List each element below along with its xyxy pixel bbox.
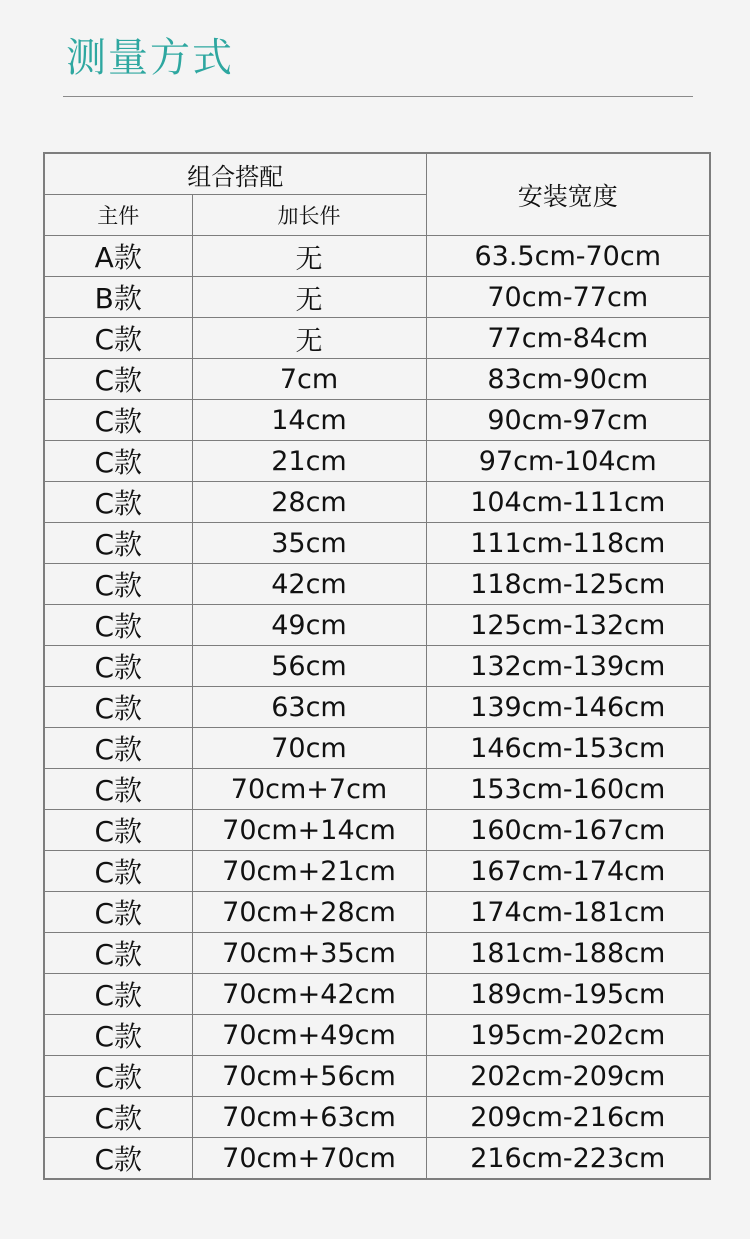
cell-main-part: C款 xyxy=(44,728,192,769)
cell-extension: 70cm+63cm xyxy=(192,1097,426,1138)
cell-install-width: 160cm-167cm xyxy=(426,810,710,851)
cell-extension: 63cm xyxy=(192,687,426,728)
cell-extension: 35cm xyxy=(192,523,426,564)
cell-install-width: 70cm-77cm xyxy=(426,277,710,318)
cell-main-part: A款 xyxy=(44,236,192,277)
table-row xyxy=(44,359,710,400)
header-extension: 加长件 xyxy=(192,195,426,236)
cell-extension: 70cm+7cm xyxy=(192,769,426,810)
table-row xyxy=(44,851,710,892)
header-install-width: 安装宽度 xyxy=(426,153,710,236)
cell-install-width: 125cm-132cm xyxy=(426,605,710,646)
cell-install-width: 174cm-181cm xyxy=(426,892,710,933)
cell-extension: 70cm+28cm xyxy=(192,892,426,933)
cell-main-part: C款 xyxy=(44,441,192,482)
cell-main-part: C款 xyxy=(44,851,192,892)
cell-extension: 无 xyxy=(192,236,426,277)
cell-extension: 70cm+35cm xyxy=(192,933,426,974)
cell-main-part: C款 xyxy=(44,769,192,810)
cell-install-width: 167cm-174cm xyxy=(426,851,710,892)
table-row xyxy=(44,236,710,277)
cell-main-part: C款 xyxy=(44,687,192,728)
table-row xyxy=(44,523,710,564)
cell-main-part: C款 xyxy=(44,359,192,400)
cell-extension: 7cm xyxy=(192,359,426,400)
cell-extension: 70cm+49cm xyxy=(192,1015,426,1056)
cell-install-width: 153cm-160cm xyxy=(426,769,710,810)
cell-install-width: 118cm-125cm xyxy=(426,564,710,605)
cell-install-width: 83cm-90cm xyxy=(426,359,710,400)
cell-extension: 21cm xyxy=(192,441,426,482)
cell-install-width: 189cm-195cm xyxy=(426,974,710,1015)
cell-install-width: 111cm-118cm xyxy=(426,523,710,564)
cell-main-part: B款 xyxy=(44,277,192,318)
cell-extension: 28cm xyxy=(192,482,426,523)
cell-install-width: 104cm-111cm xyxy=(426,482,710,523)
table-row xyxy=(44,277,710,318)
cell-main-part: C款 xyxy=(44,523,192,564)
cell-extension: 14cm xyxy=(192,400,426,441)
table-row xyxy=(44,687,710,728)
table-row xyxy=(44,605,710,646)
title-divider xyxy=(63,96,693,97)
table-row xyxy=(44,646,710,687)
header-row-group xyxy=(44,153,710,195)
cell-install-width: 202cm-209cm xyxy=(426,1056,710,1097)
cell-install-width: 90cm-97cm xyxy=(426,400,710,441)
table-row xyxy=(44,933,710,974)
table-row xyxy=(44,1097,710,1138)
cell-extension: 无 xyxy=(192,277,426,318)
header-main-part: 主件 xyxy=(44,195,192,236)
cell-install-width: 146cm-153cm xyxy=(426,728,710,769)
cell-install-width: 132cm-139cm xyxy=(426,646,710,687)
cell-main-part: C款 xyxy=(44,810,192,851)
table-row xyxy=(44,892,710,933)
table-row xyxy=(44,1015,710,1056)
table-row xyxy=(44,400,710,441)
table-row xyxy=(44,810,710,851)
cell-install-width: 181cm-188cm xyxy=(426,933,710,974)
cell-main-part: C款 xyxy=(44,1015,192,1056)
cell-install-width: 97cm-104cm xyxy=(426,441,710,482)
cell-main-part: C款 xyxy=(44,400,192,441)
table-row xyxy=(44,564,710,605)
header-combination: 组合搭配 xyxy=(44,153,426,195)
cell-install-width: 63.5cm-70cm xyxy=(426,236,710,277)
cell-main-part: C款 xyxy=(44,933,192,974)
cell-main-part: C款 xyxy=(44,605,192,646)
table-row xyxy=(44,974,710,1015)
cell-main-part: C款 xyxy=(44,564,192,605)
cell-extension: 70cm+14cm xyxy=(192,810,426,851)
table-row xyxy=(44,1056,710,1097)
cell-extension: 70cm+56cm xyxy=(192,1056,426,1097)
cell-extension: 70cm+70cm xyxy=(192,1138,426,1180)
cell-main-part: C款 xyxy=(44,318,192,359)
table-row xyxy=(44,318,710,359)
cell-main-part: C款 xyxy=(44,646,192,687)
cell-main-part: C款 xyxy=(44,1138,192,1180)
cell-install-width: 77cm-84cm xyxy=(426,318,710,359)
measurement-table xyxy=(43,152,711,1180)
cell-extension: 56cm xyxy=(192,646,426,687)
table-row xyxy=(44,728,710,769)
cell-extension: 42cm xyxy=(192,564,426,605)
cell-main-part: C款 xyxy=(44,974,192,1015)
page-title: 测量方式 xyxy=(66,35,234,81)
cell-install-width: 195cm-202cm xyxy=(426,1015,710,1056)
table-row xyxy=(44,769,710,810)
cell-install-width: 209cm-216cm xyxy=(426,1097,710,1138)
cell-extension: 70cm xyxy=(192,728,426,769)
cell-extension: 49cm xyxy=(192,605,426,646)
cell-extension: 70cm+21cm xyxy=(192,851,426,892)
table-row xyxy=(44,1138,710,1180)
cell-install-width: 139cm-146cm xyxy=(426,687,710,728)
cell-install-width: 216cm-223cm xyxy=(426,1138,710,1180)
cell-extension: 70cm+42cm xyxy=(192,974,426,1015)
cell-main-part: C款 xyxy=(44,892,192,933)
table-row xyxy=(44,482,710,523)
cell-main-part: C款 xyxy=(44,482,192,523)
table-row xyxy=(44,441,710,482)
cell-extension: 无 xyxy=(192,318,426,359)
cell-main-part: C款 xyxy=(44,1097,192,1138)
cell-main-part: C款 xyxy=(44,1056,192,1097)
